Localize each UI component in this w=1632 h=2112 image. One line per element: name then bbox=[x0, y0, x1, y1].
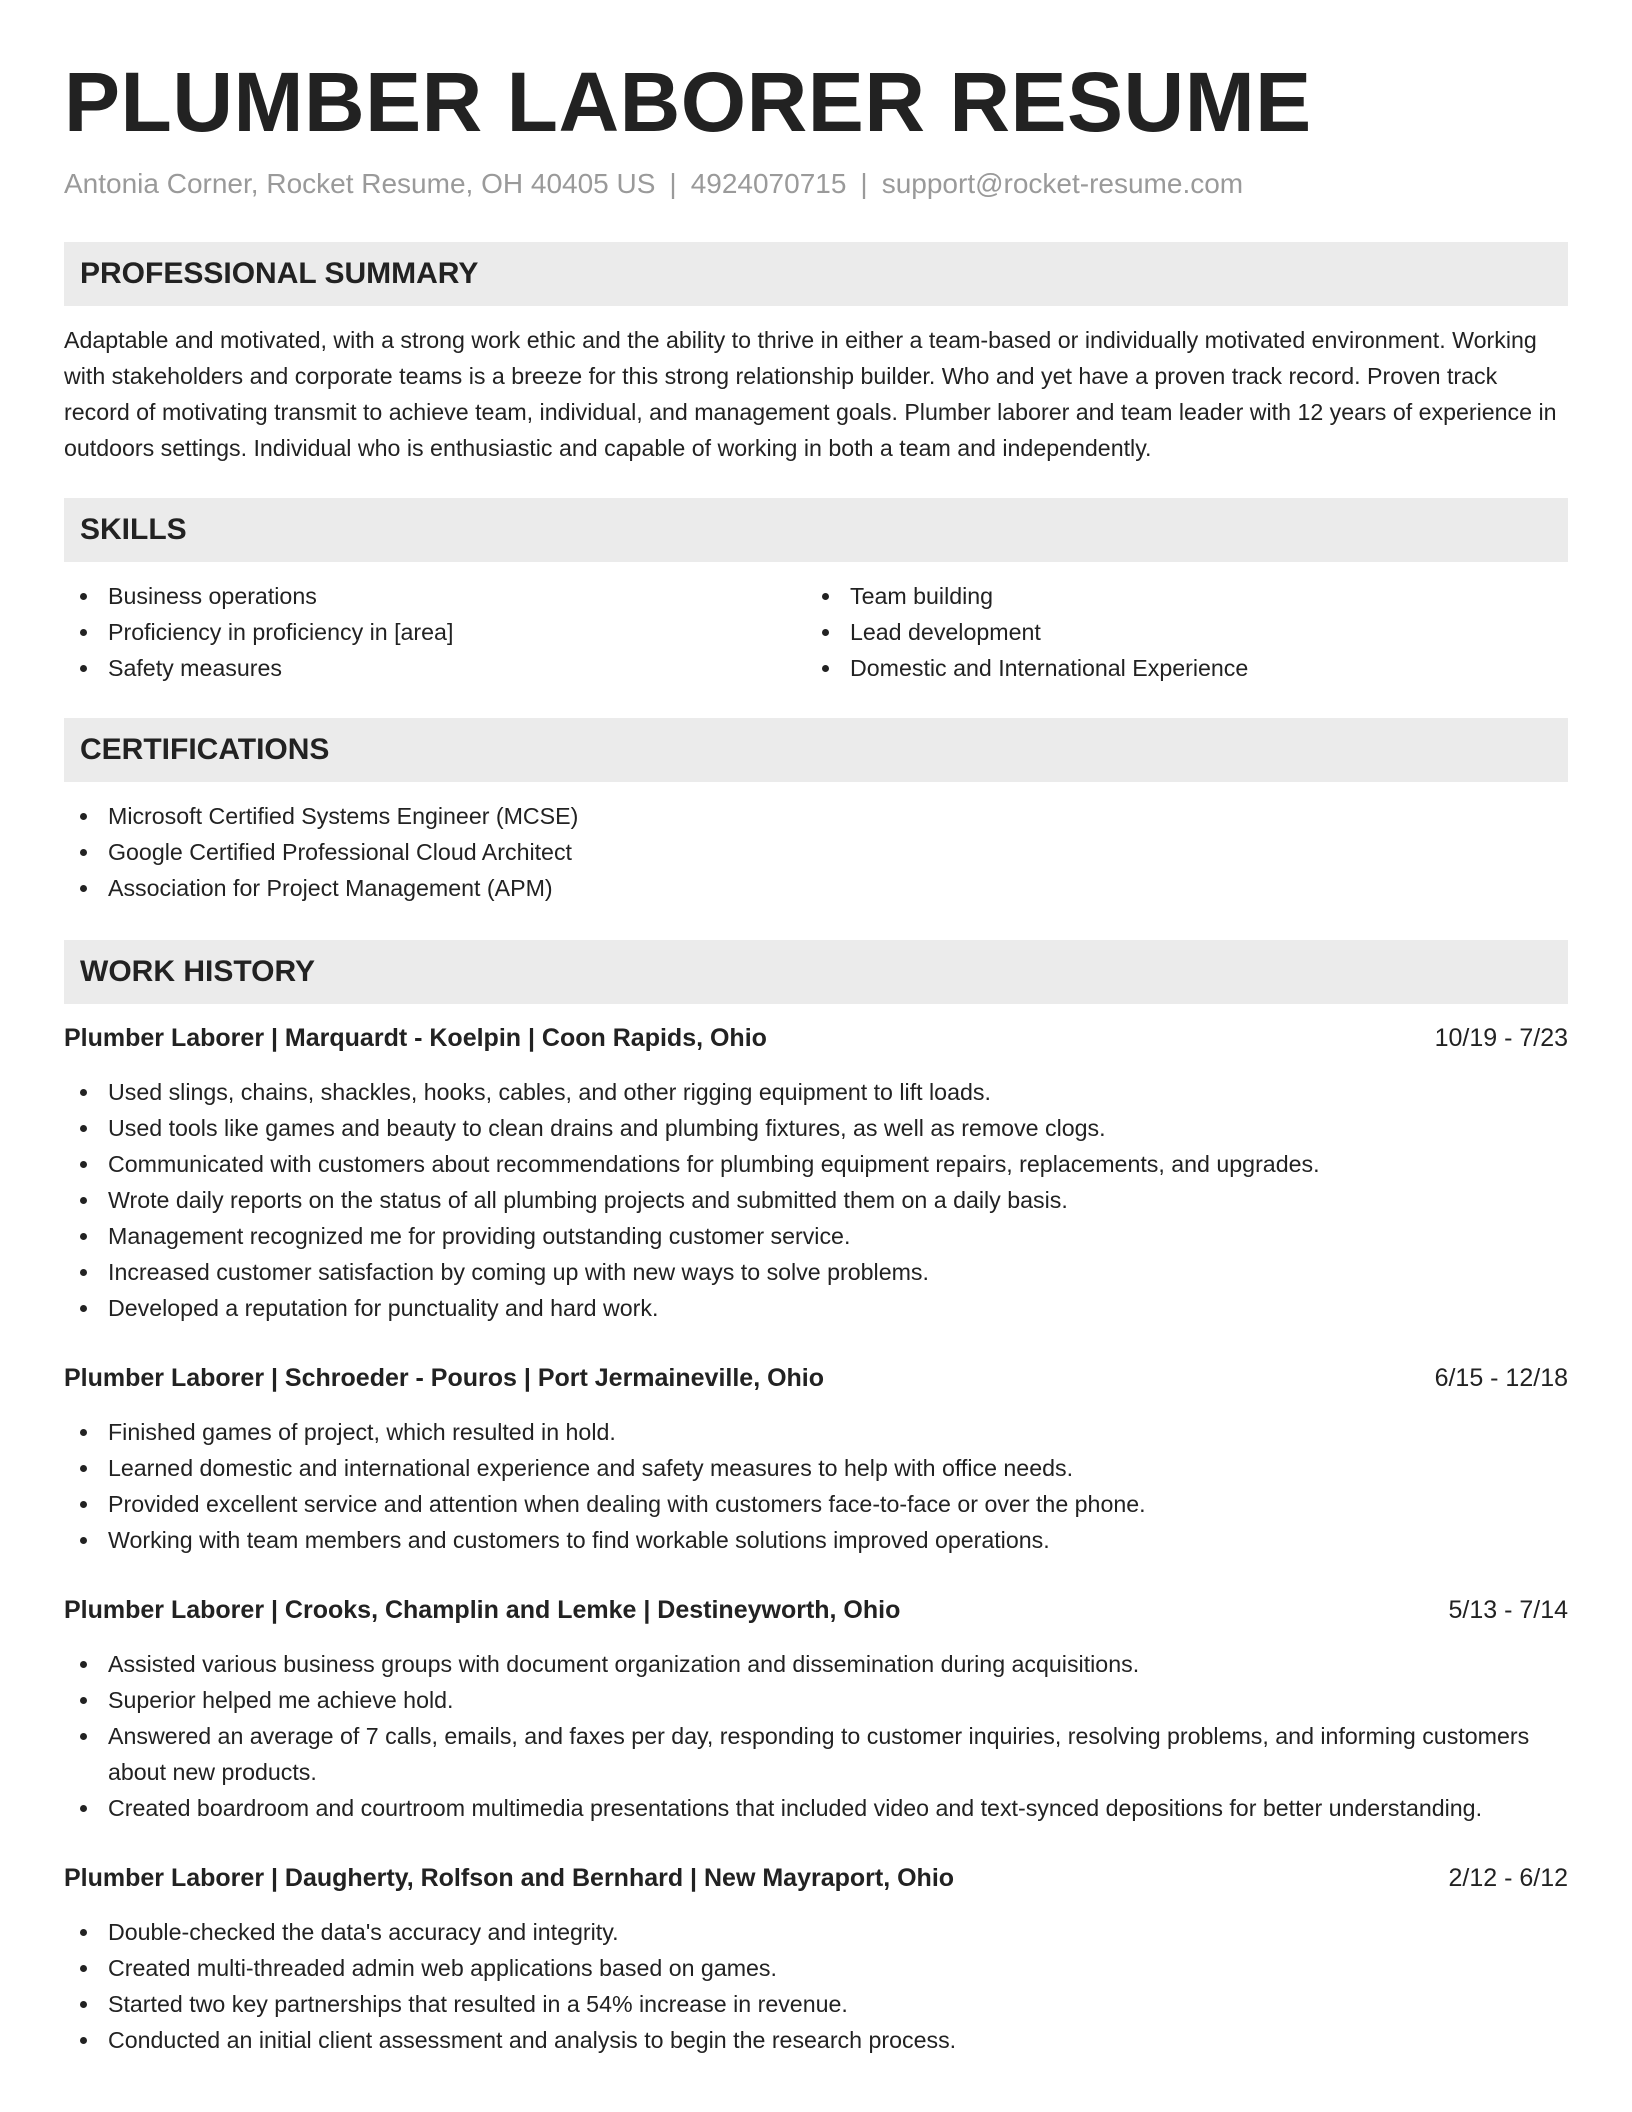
contact-email: support@rocket-resume.com bbox=[881, 168, 1244, 199]
job-bullet: Conducted an initial client assessment and analysis to begin the research process. bbox=[64, 2022, 1568, 2058]
job-bullet: Developed a reputation for punctuality and hard work. bbox=[64, 1290, 1568, 1326]
job-dates: 6/15 - 12/18 bbox=[1434, 1364, 1568, 1392]
job-bullet: Working with team members and customers to find workable solutions improved operations. bbox=[64, 1522, 1568, 1558]
work-history-section bbox=[64, 940, 1568, 2058]
certification-item: Association for Project Management (APM) bbox=[64, 870, 1568, 906]
job-bullets bbox=[64, 1914, 1568, 2058]
job-bullet: Increased customer satisfaction by coming up with new ways to solve problems. bbox=[64, 1254, 1568, 1290]
skills-column-left bbox=[64, 578, 806, 686]
job-bullet: Communicated with customers about recommendations for plumbing equipment repairs, replacements, and upgrades. bbox=[64, 1146, 1568, 1182]
contact-line bbox=[64, 166, 1568, 202]
job-bullet: Double-checked the data's accuracy and integrity. bbox=[64, 1914, 1568, 1950]
skill-item: Domestic and International Experience bbox=[806, 650, 1548, 686]
job-title: Plumber Laborer | Daugherty, Rolfson and Bernhard | New Mayraport, Ohio bbox=[64, 1864, 955, 1892]
resume-title: PLUMBER LABORER RESUME bbox=[64, 55, 1312, 149]
job-bullet: Finished games of project, which resulted in hold. bbox=[64, 1414, 1568, 1450]
certification-item: Microsoft Certified Systems Engineer (MCSE) bbox=[64, 798, 1568, 834]
skill-item: Business operations bbox=[64, 578, 806, 614]
contact-address: Antonia Corner, Rocket Resume, OH 40405 US bbox=[64, 168, 656, 199]
contact-separator: | bbox=[669, 168, 677, 199]
skills-heading: SKILLS bbox=[64, 498, 1568, 562]
job-bullet: Wrote daily reports on the status of all plumbing projects and submitted them on a daily basis. bbox=[64, 1182, 1568, 1218]
job-bullets bbox=[64, 1074, 1568, 1326]
job-title: Plumber Laborer | Schroeder - Pouros | Port Jermaineville, Ohio bbox=[64, 1364, 825, 1392]
certification-item: Google Certified Professional Cloud Architect bbox=[64, 834, 1568, 870]
resume-page bbox=[64, 0, 1568, 2058]
job-dates: 10/19 - 7/23 bbox=[1434, 1024, 1568, 1052]
job-header bbox=[64, 1360, 1568, 1396]
summary-heading: PROFESSIONAL SUMMARY bbox=[64, 242, 1568, 306]
job-bullet: Management recognized me for providing outstanding customer service. bbox=[64, 1218, 1568, 1254]
skill-item: Proficiency in proficiency in [area] bbox=[64, 614, 806, 650]
summary-section bbox=[64, 242, 1568, 466]
job-entry bbox=[64, 1020, 1568, 1326]
job-bullet: Answered an average of 7 calls, emails, and faxes per day, responding to customer inquiries, resolving problems, and informing customers about new products. bbox=[64, 1718, 1568, 1790]
skill-item: Lead development bbox=[806, 614, 1548, 650]
job-dates: 5/13 - 7/14 bbox=[1448, 1596, 1568, 1624]
job-bullet: Provided excellent service and attention when dealing with customers face-to-face or over the phone. bbox=[64, 1486, 1568, 1522]
job-title: Plumber Laborer | Crooks, Champlin and Lemke | Destineyworth, Ohio bbox=[64, 1596, 901, 1624]
work-history-heading: WORK HISTORY bbox=[64, 940, 1568, 1004]
skill-item: Team building bbox=[806, 578, 1548, 614]
job-bullet: Used slings, chains, shackles, hooks, cables, and other rigging equipment to lift loads. bbox=[64, 1074, 1568, 1110]
skills-section bbox=[64, 498, 1568, 686]
job-entry bbox=[64, 1860, 1568, 2058]
job-entry bbox=[64, 1592, 1568, 1826]
certifications-heading: CERTIFICATIONS bbox=[64, 718, 1568, 782]
job-dates: 2/12 - 6/12 bbox=[1448, 1864, 1568, 1892]
skills-column-right bbox=[806, 578, 1548, 686]
contact-phone: 4924070715 bbox=[690, 168, 847, 199]
job-title: Plumber Laborer | Marquardt - Koelpin | Coon Rapids, Ohio bbox=[64, 1024, 767, 1052]
job-header bbox=[64, 1860, 1568, 1896]
job-header bbox=[64, 1020, 1568, 1056]
skill-item: Safety measures bbox=[64, 650, 806, 686]
job-bullet: Created multi-threaded admin web applications based on games. bbox=[64, 1950, 1568, 1986]
certifications-section bbox=[64, 718, 1568, 906]
job-header bbox=[64, 1592, 1568, 1628]
job-bullet: Superior helped me achieve hold. bbox=[64, 1682, 1568, 1718]
job-bullet: Created boardroom and courtroom multimedia presentations that included video and text-synced depositions for better understanding. bbox=[64, 1790, 1568, 1826]
contact-separator: | bbox=[860, 168, 868, 199]
summary-text: Adaptable and motivated, with a strong work ethic and the ability to thrive in either a team-based or individually motivated environment. Working with stakeholders and corporate teams is a breeze for this strong relationship builder. Who and yet have a proven track record. Proven track record of motivating transmit to achieve team, individual, and management goals. Plumber laborer and team leader with 12 years of experience in outdoors settings. Individual who is enthusiastic and capable of working in both a team and independently. bbox=[64, 327, 1557, 461]
job-bullets bbox=[64, 1414, 1568, 1558]
job-bullet: Learned domestic and international experience and safety measures to help with office needs. bbox=[64, 1450, 1568, 1486]
job-bullet: Used tools like games and beauty to clean drains and plumbing fixtures, as well as remove clogs. bbox=[64, 1110, 1568, 1146]
job-bullets bbox=[64, 1646, 1568, 1826]
certifications-list bbox=[64, 798, 1568, 906]
skills-grid bbox=[64, 578, 1568, 686]
job-bullet: Started two key partnerships that resulted in a 54% increase in revenue. bbox=[64, 1986, 1568, 2022]
job-bullet: Assisted various business groups with document organization and dissemination during acquisitions. bbox=[64, 1646, 1568, 1682]
job-entry bbox=[64, 1360, 1568, 1558]
